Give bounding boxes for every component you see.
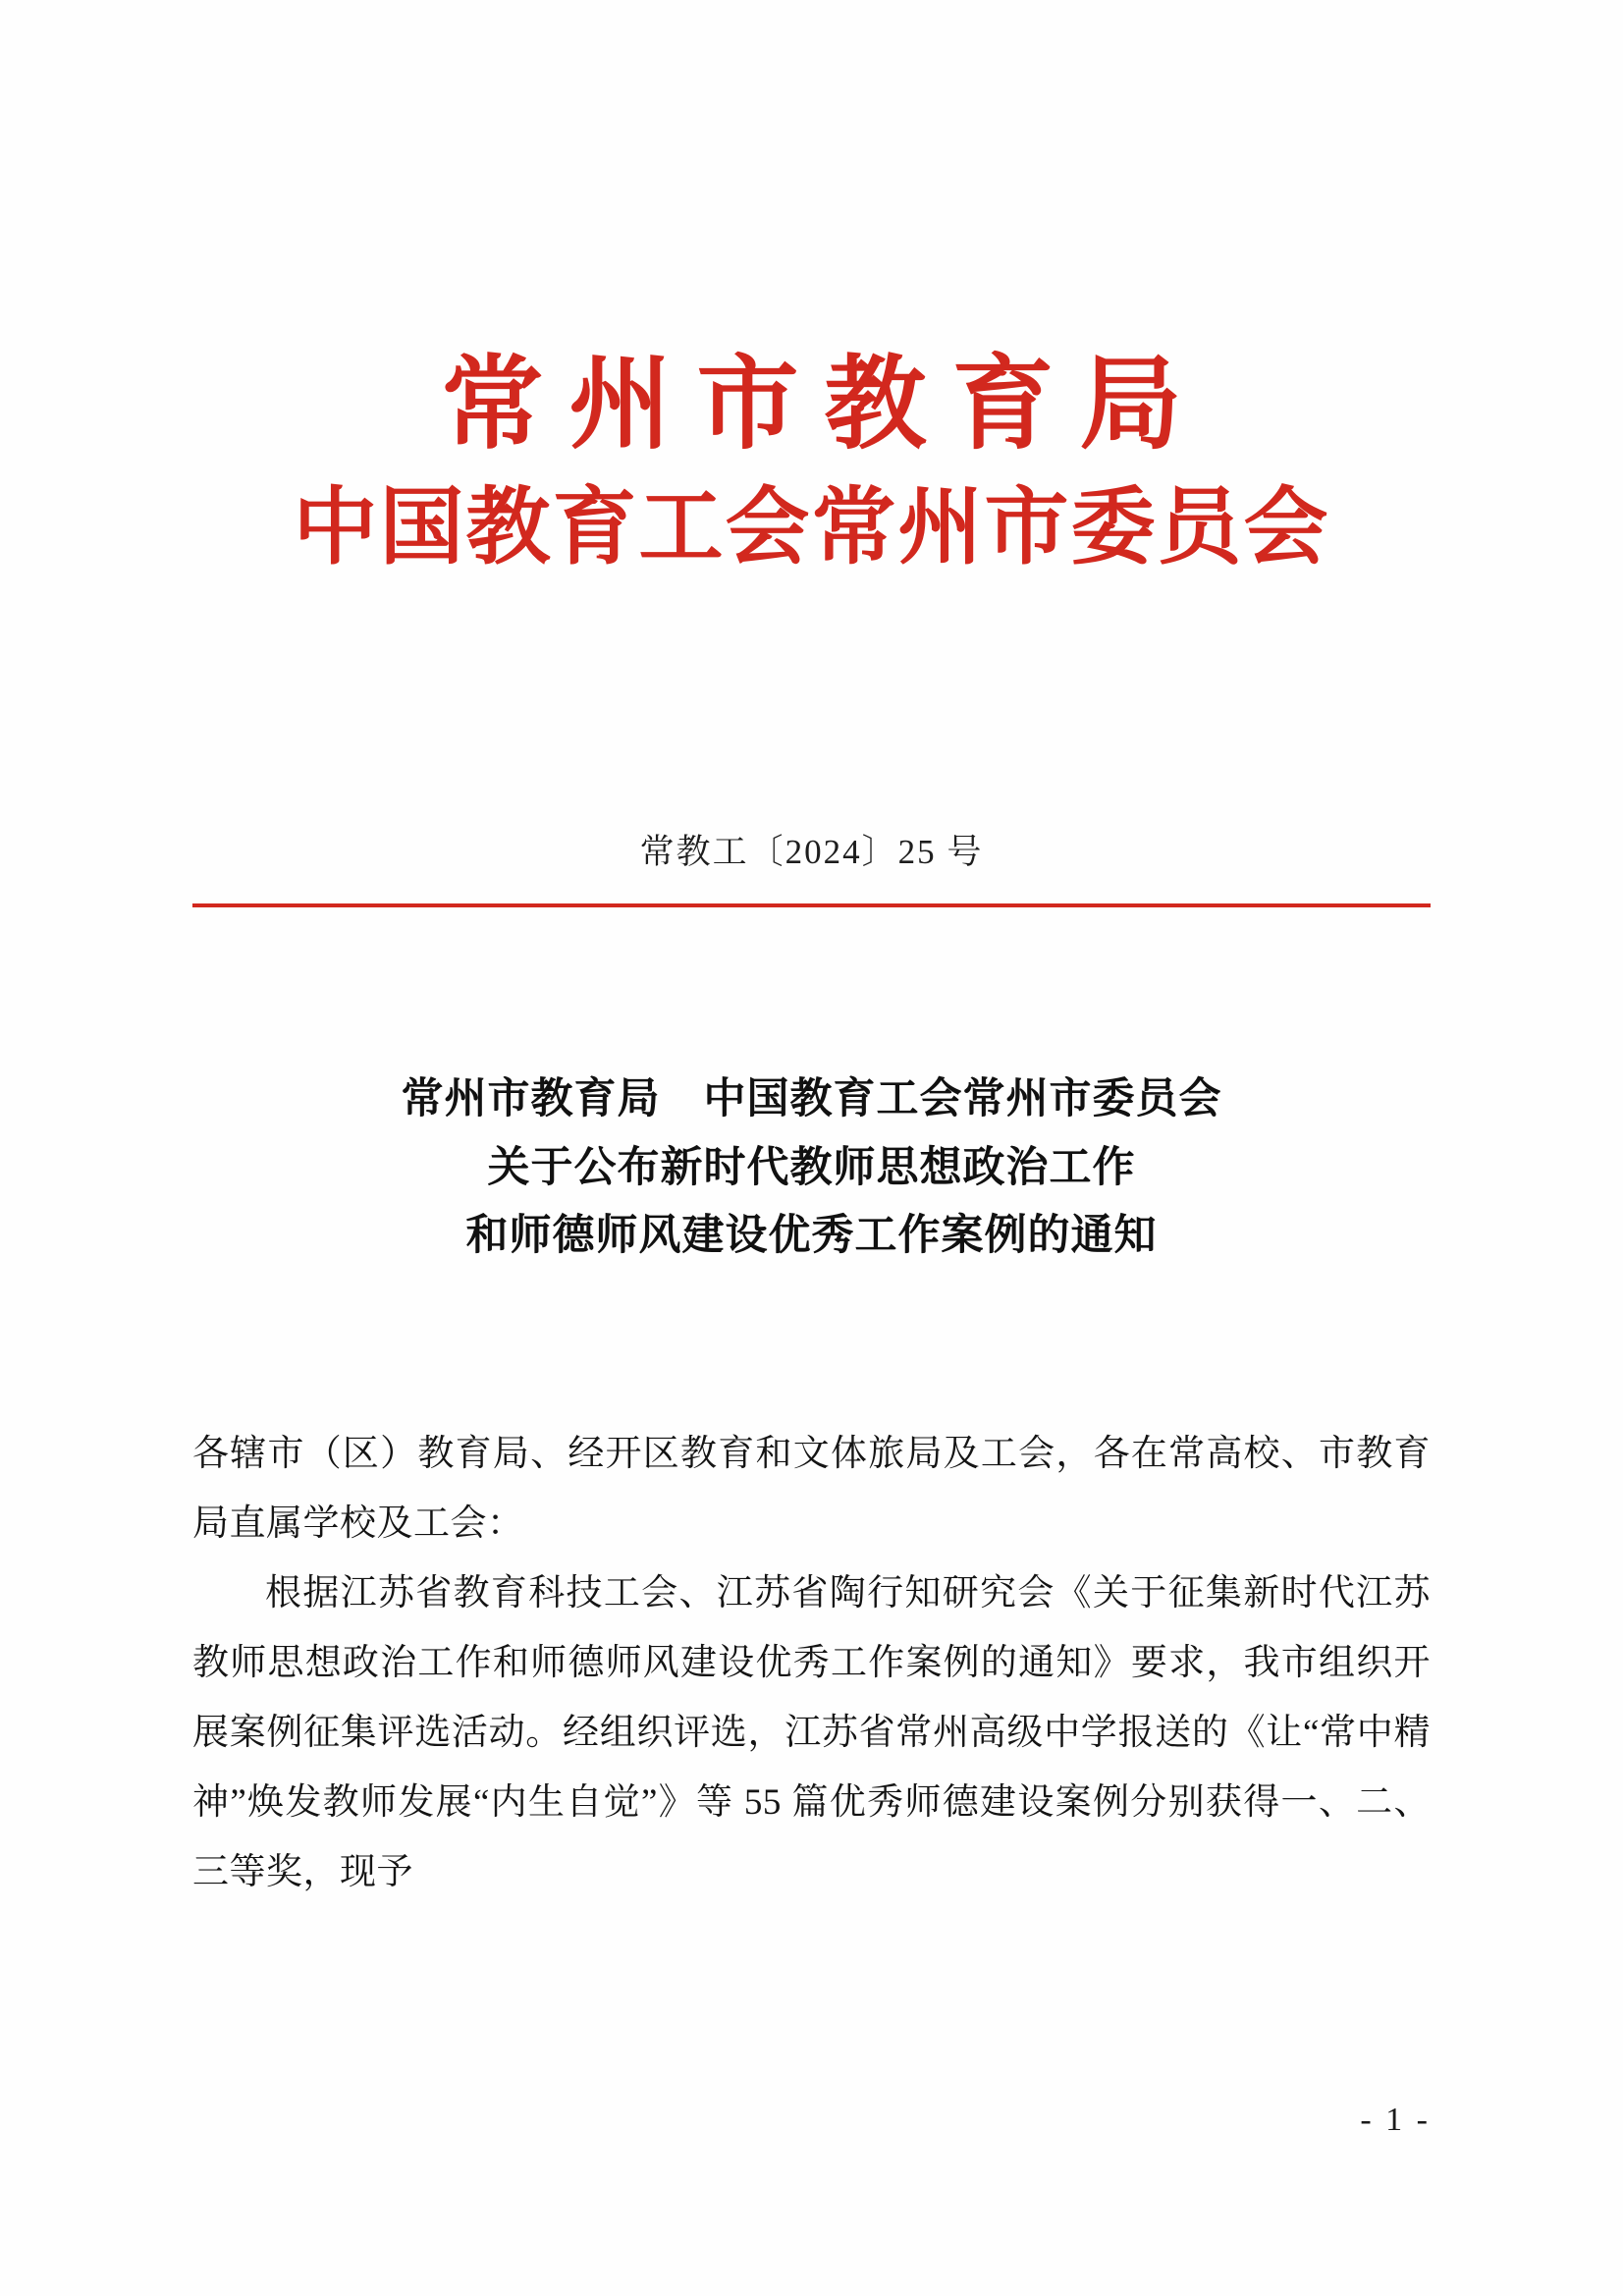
- masthead-line-2: 中国教育工会常州市委员会: [293, 477, 1330, 577]
- masthead-line-1: 常州市教育局: [441, 343, 1208, 464]
- document-number: 常教工〔2024〕25 号: [639, 833, 984, 871]
- masthead: [0, 343, 1623, 580]
- title-line-2: 关于公布新时代教师思想政治工作: [487, 1142, 1136, 1192]
- title-line-3: 和师德师风建设优秀工作案例的通知: [465, 1211, 1158, 1261]
- page-number: - 1 -: [1360, 2102, 1431, 2138]
- salutation-paragraph: 各辖市（区）教育局、经开区教育和文体旅局及工会，各在常高校、市教育局直属学校及工会：: [192, 1434, 1431, 1545]
- red-divider-rule: [192, 903, 1431, 907]
- document-body: [192, 1419, 1431, 1907]
- document-title: [192, 1066, 1431, 1271]
- title-line-1: 常州市教育局 中国教育工会常州市委员会: [401, 1074, 1222, 1123]
- body-paragraph-1: 根据江苏省教育科技工会、江苏省陶行知研究会《关于征集新时代江苏教师思想政治工作和师德师风建设优秀工作案例的通知》要求，我市组织开展案例征集评选活动。经组织评选，江苏省常州高级中学报送的《让“常中精神”焕发教师发展“内生自觉”》等 55 篇优秀师德建设案例分别获得一、二、三等奖，现予: [192, 1573, 1431, 1893]
